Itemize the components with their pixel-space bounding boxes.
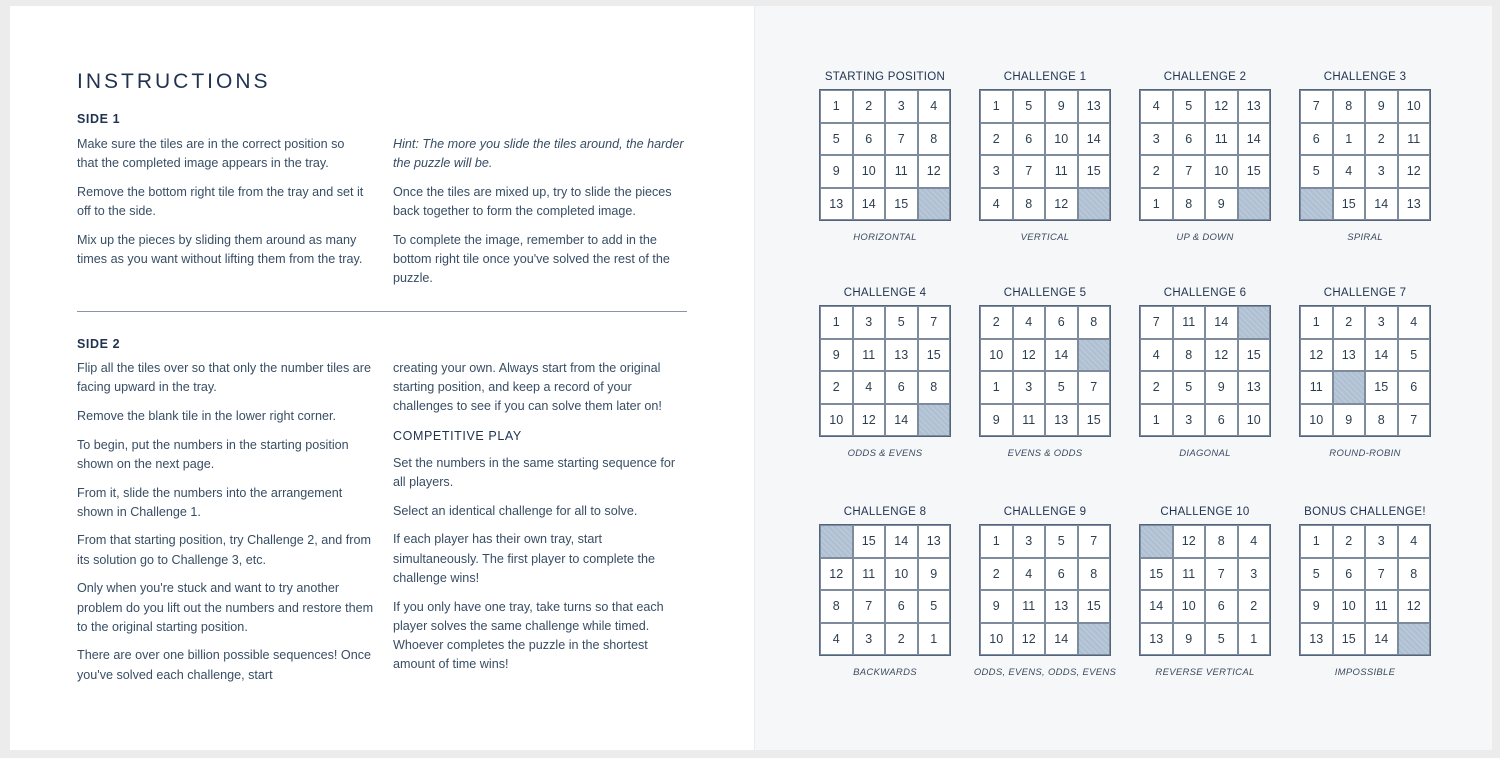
number-tile: 11 [853,558,886,591]
number-tile: 12 [1013,339,1046,372]
number-tile: 4 [1238,525,1271,558]
puzzle-label: ROUND-ROBIN [1329,448,1401,459]
number-tile: 14 [1140,590,1173,623]
number-tile: 6 [885,371,918,404]
number-tile: 8 [1398,558,1431,591]
number-tile: 10 [885,558,918,591]
number-tile: 12 [820,558,853,591]
number-tile: 14 [1365,188,1398,221]
side2-paragraph: Flip all the tiles over so that only the number tiles are facing upward in the tray. [77,361,371,395]
puzzle-grid [1139,89,1271,221]
number-tile: 7 [1173,155,1206,188]
number-tile: 8 [1013,188,1046,221]
page-title: INSTRUCTIONS [77,70,271,93]
puzzle-card [1280,71,1450,243]
number-tile: 11 [1173,558,1206,591]
puzzle-grid [1299,89,1431,221]
number-tile: 4 [1333,155,1366,188]
number-tile: 10 [1333,590,1366,623]
competitive-paragraph: Select an identical challenge for all to solve. [393,503,638,518]
number-tile: 5 [1300,155,1333,188]
number-tile: 3 [1013,525,1046,558]
number-tile: 1 [1140,188,1173,221]
number-tile: 12 [853,404,886,437]
number-tile: 10 [820,404,853,437]
number-tile: 5 [1205,623,1238,656]
number-tile: 14 [1365,339,1398,372]
puzzle-title: CHALLENGE 10 [1160,506,1250,518]
number-tile: 14 [1238,123,1271,156]
number-tile: 8 [1365,404,1398,437]
number-tile: 9 [1333,404,1366,437]
number-tile: 9 [1045,90,1078,123]
number-tile: 2 [1140,371,1173,404]
puzzle-grid [1299,305,1431,437]
number-tile: 6 [1333,558,1366,591]
side2-paragraph: Remove the blank tile in the lower right corner. [77,408,337,423]
number-tile: 9 [980,404,1013,437]
number-tile: 6 [1045,306,1078,339]
number-tile: 2 [1140,155,1173,188]
number-tile: 8 [1078,306,1111,339]
puzzle-grid [1299,524,1431,656]
blank-tile [1238,188,1271,221]
number-tile: 10 [980,623,1013,656]
number-tile: 3 [1013,371,1046,404]
number-tile: 3 [1140,123,1173,156]
number-tile: 13 [1238,371,1271,404]
number-tile: 15 [1238,155,1271,188]
puzzle-title: CHALLENGE 6 [1163,287,1247,299]
number-tile: 2 [1365,123,1398,156]
number-tile: 15 [853,525,886,558]
puzzle-grid [819,524,951,656]
number-tile: 12 [1045,188,1078,221]
number-tile: 1 [918,623,951,656]
puzzle-title: CHALLENGE 9 [1003,506,1087,518]
number-tile: 4 [980,188,1013,221]
number-tile: 7 [1078,525,1111,558]
puzzle-title: CHALLENGE 8 [843,506,927,518]
number-tile: 7 [918,306,951,339]
puzzle-label: UP & DOWN [1176,232,1234,243]
number-tile: 1 [1238,623,1271,656]
number-tile: 13 [1140,623,1173,656]
number-tile: 15 [1365,371,1398,404]
number-tile: 8 [1205,525,1238,558]
number-tile: 5 [1398,339,1431,372]
number-tile: 7 [1365,558,1398,591]
number-tile: 13 [918,525,951,558]
number-tile: 7 [1078,371,1111,404]
puzzle-label: REVERSE VERTICAL [1155,667,1255,678]
number-tile: 15 [1333,188,1366,221]
number-tile: 14 [1045,339,1078,372]
number-tile: 4 [918,90,951,123]
side2-paragraph: Only when you're stuck and want to try another problem do you lift out the numbers and restore them to the original starting position. [77,581,374,634]
puzzle-grid [1139,305,1271,437]
puzzle-label: DIAGONAL [1179,448,1231,459]
puzzle-card [800,287,970,459]
puzzle-title: CHALLENGE 1 [1003,71,1087,83]
side1-column-left [77,135,367,279]
number-tile: 7 [1205,558,1238,591]
number-tile: 15 [918,339,951,372]
number-tile: 1 [1300,525,1333,558]
puzzle-grid [1139,524,1271,656]
number-tile: 11 [1398,123,1431,156]
number-tile: 5 [1045,371,1078,404]
number-tile: 13 [1333,339,1366,372]
number-tile: 11 [1013,590,1046,623]
puzzle-card [1280,506,1450,678]
number-tile: 7 [1300,90,1333,123]
number-tile: 1 [1300,306,1333,339]
number-tile: 9 [820,339,853,372]
side2-paragraph: creating your own. Always start from the original starting position, and keep a record of your challenges to see if you can solve them later on! [393,361,662,414]
number-tile: 4 [1013,558,1046,591]
number-tile: 15 [1333,623,1366,656]
number-tile: 6 [1205,404,1238,437]
number-tile: 13 [1238,90,1271,123]
number-tile: 5 [885,306,918,339]
number-tile: 2 [885,623,918,656]
number-tile: 6 [1300,123,1333,156]
number-tile: 8 [1173,339,1206,372]
puzzle-label: EVENS & ODDS [1007,448,1083,459]
number-tile: 8 [820,590,853,623]
competitive-paragraph: Set the numbers in the same starting sequence for all players. [393,455,676,490]
blank-tile [918,188,951,221]
number-tile: 12 [1205,339,1238,372]
number-tile: 15 [1078,404,1111,437]
puzzle-label: HORIZONTAL [853,232,917,243]
number-tile: 2 [980,558,1013,591]
number-tile: 9 [1365,90,1398,123]
number-tile: 14 [1205,306,1238,339]
puzzle-label: ODDS, EVENS, ODDS, EVENS [973,667,1117,678]
number-tile: 11 [1300,371,1333,404]
number-tile: 5 [1013,90,1046,123]
number-tile: 9 [1173,623,1206,656]
number-tile: 6 [1398,371,1431,404]
number-tile: 8 [1078,558,1111,591]
number-tile: 14 [885,404,918,437]
number-tile: 2 [820,371,853,404]
puzzle-title: CHALLENGE 7 [1323,287,1407,299]
puzzle-label: SPIRAL [1347,232,1383,243]
puzzle-card [800,71,970,243]
puzzle-grid [819,89,951,221]
number-tile: 14 [1045,623,1078,656]
puzzle-grid [979,524,1111,656]
blank-tile [1078,623,1111,656]
number-tile: 11 [1205,123,1238,156]
side1-hint: Hint: The more you slide the tiles around, the harder the puzzle will be. [393,137,684,171]
side1-paragraph: Remove the bottom right tile from the tray and set it off to the side. [77,184,364,219]
side2-paragraph: From it, slide the numbers into the arrangement shown in Challenge 1. [77,485,343,519]
side2-column-right [393,359,688,684]
blank-tile [1078,188,1111,221]
competitive-heading: COMPETITIVE PLAY [393,428,522,443]
blank-tile [1238,306,1271,339]
number-tile: 11 [1013,404,1046,437]
number-tile: 5 [1173,90,1206,123]
number-tile: 11 [853,339,886,372]
number-tile: 6 [1013,123,1046,156]
number-tile: 2 [1333,525,1366,558]
number-tile: 9 [1205,371,1238,404]
number-tile: 10 [980,339,1013,372]
number-tile: 4 [1398,525,1431,558]
side1-paragraph: To complete the image, remember to add in the bottom right tile once you've solved the rest of the puzzle. [393,232,670,286]
number-tile: 10 [1300,404,1333,437]
side1-heading: SIDE 1 [77,112,121,126]
number-tile: 13 [1045,590,1078,623]
puzzle-title: CHALLENGE 2 [1163,71,1247,83]
number-tile: 9 [918,558,951,591]
competitive-paragraph: If you only have one tray, take turns so that each player solves the same challenge while timed. Whoever completes the puzzle in the shortest amount of time wins! [393,599,664,672]
number-tile: 12 [1398,590,1431,623]
number-tile: 4 [1140,90,1173,123]
number-tile: 15 [1238,339,1271,372]
side2-paragraph: There are over one billion possible sequences! Once you've solved each challenge, start [77,648,372,682]
number-tile: 7 [885,123,918,156]
number-tile: 7 [1398,404,1431,437]
number-tile: 6 [1045,558,1078,591]
number-tile: 14 [1365,623,1398,656]
number-tile: 4 [1013,306,1046,339]
number-tile: 1 [980,90,1013,123]
competitive-paragraph: If each player has their own tray, start simultaneously. The first player to complete the challenge wins! [393,532,656,585]
number-tile: 4 [853,371,886,404]
number-tile: 9 [1205,188,1238,221]
puzzle-card [1280,287,1450,459]
number-tile: 13 [885,339,918,372]
number-tile: 14 [885,525,918,558]
puzzle-label: IMPOSSIBLE [1334,667,1396,678]
number-tile: 4 [820,623,853,656]
puzzle-label: ODDS & EVENS [847,448,923,459]
number-tile: 2 [980,306,1013,339]
number-tile: 11 [1173,306,1206,339]
number-tile: 1 [980,371,1013,404]
number-tile: 3 [980,155,1013,188]
number-tile: 6 [885,590,918,623]
number-tile: 3 [1365,525,1398,558]
puzzle-grid [979,89,1111,221]
number-tile: 13 [1398,188,1431,221]
side2-paragraph: To begin, put the numbers in the starting position shown on the next page. [77,437,349,471]
number-tile: 10 [1205,155,1238,188]
number-tile: 1 [980,525,1013,558]
number-tile: 7 [1013,155,1046,188]
number-tile: 12 [918,155,951,188]
side2-column-left [77,359,377,694]
blank-tile [918,404,951,437]
side2-paragraph: From that starting position, try Challenge 2, and from its solution go to Challenge 3, etc. [77,533,371,567]
number-tile: 7 [1140,306,1173,339]
left-page [10,6,754,750]
number-tile: 13 [1300,623,1333,656]
number-tile: 12 [1398,155,1431,188]
number-tile: 2 [1238,590,1271,623]
number-tile: 3 [1238,558,1271,591]
side1-paragraph: Mix up the pieces by sliding them around as many times as you want without lifting them from the tray. [77,232,363,267]
puzzle-card [960,287,1130,459]
number-tile: 14 [1078,123,1111,156]
number-tile: 10 [1238,404,1271,437]
number-tile: 5 [1173,371,1206,404]
puzzle-title: CHALLENGE 5 [1003,287,1087,299]
side1-paragraph: Once the tiles are mixed up, try to slide the pieces back together to form the completed image. [393,184,672,219]
puzzle-card [1120,506,1290,678]
puzzle-card [800,506,970,678]
number-tile: 13 [820,188,853,221]
number-tile: 2 [1333,306,1366,339]
number-tile: 6 [1173,123,1206,156]
number-tile: 13 [1078,90,1111,123]
blank-tile [1333,371,1366,404]
puzzle-card [1120,287,1290,459]
puzzle-card [1120,71,1290,243]
number-tile: 5 [820,123,853,156]
number-tile: 13 [1045,404,1078,437]
number-tile: 8 [1333,90,1366,123]
number-tile: 8 [1173,188,1206,221]
number-tile: 3 [853,306,886,339]
number-tile: 2 [980,123,1013,156]
section-divider [77,311,687,312]
number-tile: 9 [980,590,1013,623]
number-tile: 15 [1140,558,1173,591]
number-tile: 1 [1140,404,1173,437]
number-tile: 10 [1045,123,1078,156]
number-tile: 3 [1173,404,1206,437]
number-tile: 11 [1365,590,1398,623]
puzzle-grid [819,305,951,437]
side1-paragraph: Make sure the tiles are in the correct position so that the completed image appears in the tray. [77,137,345,171]
blank-tile [1140,525,1173,558]
puzzle-grid [979,305,1111,437]
number-tile: 2 [853,90,886,123]
puzzle-title: CHALLENGE 4 [843,287,927,299]
number-tile: 15 [885,188,918,221]
number-tile: 10 [1173,590,1206,623]
number-tile: 10 [853,155,886,188]
blank-tile [1398,623,1431,656]
number-tile: 4 [1398,306,1431,339]
number-tile: 11 [885,155,918,188]
number-tile: 9 [1300,590,1333,623]
number-tile: 15 [1078,590,1111,623]
number-tile: 11 [1045,155,1078,188]
number-tile: 1 [820,90,853,123]
right-page [755,6,1492,750]
number-tile: 5 [918,590,951,623]
number-tile: 4 [1140,339,1173,372]
puzzle-title: BONUS CHALLENGE! [1304,506,1426,518]
number-tile: 3 [853,623,886,656]
number-tile: 8 [918,371,951,404]
puzzle-label: BACKWARDS [853,667,917,678]
number-tile: 14 [853,188,886,221]
number-tile: 12 [1205,90,1238,123]
number-tile: 10 [1398,90,1431,123]
number-tile: 8 [918,123,951,156]
number-tile: 1 [820,306,853,339]
number-tile: 5 [1045,525,1078,558]
number-tile: 3 [1365,155,1398,188]
puzzle-label: VERTICAL [1020,232,1070,243]
number-tile: 7 [853,590,886,623]
number-tile: 9 [820,155,853,188]
side1-column-right [393,135,688,298]
puzzle-title: STARTING POSITION [824,71,946,83]
number-tile: 12 [1300,339,1333,372]
number-tile: 12 [1013,623,1046,656]
blank-tile [820,525,853,558]
puzzle-card [960,71,1130,243]
number-tile: 3 [1365,306,1398,339]
number-tile: 12 [1173,525,1206,558]
number-tile: 1 [1333,123,1366,156]
puzzle-title: CHALLENGE 3 [1323,71,1407,83]
number-tile: 15 [1078,155,1111,188]
side2-heading: SIDE 2 [77,337,121,351]
number-tile: 6 [853,123,886,156]
puzzle-card [960,506,1130,678]
number-tile: 5 [1300,558,1333,591]
number-tile: 3 [885,90,918,123]
blank-tile [1078,339,1111,372]
number-tile: 6 [1205,590,1238,623]
blank-tile [1300,188,1333,221]
